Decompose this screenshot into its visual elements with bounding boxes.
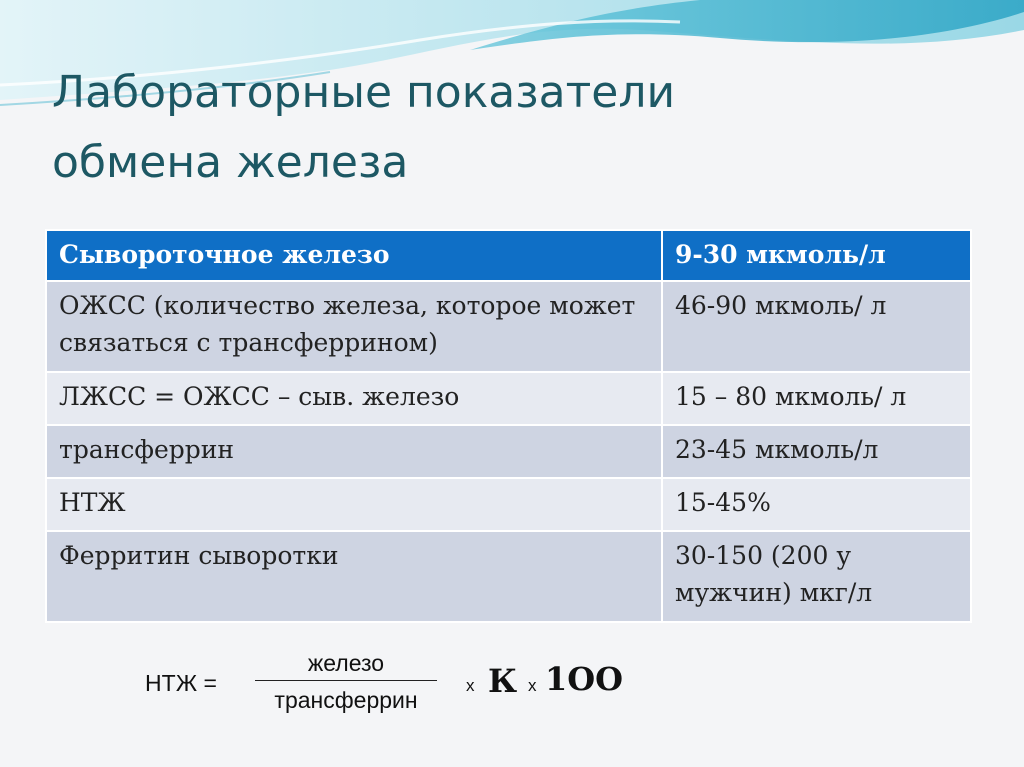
formula-numerator: железо — [307, 650, 385, 676]
formula-multiplier: 1OO — [545, 660, 624, 698]
table-row — [46, 372, 971, 425]
formula-fraction — [255, 648, 437, 715]
table-cell-value: 9-30 мкмоль/л — [662, 230, 971, 281]
table-cell-name: трансферрин — [46, 425, 662, 478]
formula-lhs: НТЖ = — [145, 670, 217, 696]
slide-title — [52, 58, 952, 198]
table-cell-name: ОЖСС (количество железа, которое может связаться с трансферрином) — [46, 281, 662, 372]
table-cell-value: 15 – 80 мкмоль/ л — [662, 372, 971, 425]
table-row — [46, 425, 971, 478]
table-header-row — [46, 230, 971, 281]
table-row — [46, 478, 971, 531]
table-cell-value: 30-150 (200 у мужчин) мкг/л — [662, 531, 971, 622]
table-row — [46, 281, 971, 372]
fraction-bar — [255, 680, 437, 681]
table-row — [46, 531, 971, 622]
table-cell-value: 46-90 мкмоль/ л — [662, 281, 971, 372]
table-cell-value: 23-45 мкмоль/л — [662, 425, 971, 478]
formula-denominator: трансферрин — [274, 687, 418, 713]
multiply-sign: х — [528, 676, 537, 695]
table-cell-name: Сывороточное железо — [46, 230, 662, 281]
table-cell-name: НТЖ — [46, 478, 662, 531]
title-line-2: обмена железа — [52, 137, 409, 188]
table-cell-name: Ферритин сыворотки — [46, 531, 662, 622]
title-line-1: Лабораторные показатели — [52, 67, 676, 118]
tsat-formula — [140, 648, 660, 718]
table-cell-name: ЛЖСС = ОЖСС – сыв. железо — [46, 372, 662, 425]
multiply-sign: х — [466, 676, 475, 695]
formula-coefficient: К — [488, 662, 518, 700]
iron-parameters-table — [45, 229, 972, 623]
table-cell-value: 15-45% — [662, 478, 971, 531]
